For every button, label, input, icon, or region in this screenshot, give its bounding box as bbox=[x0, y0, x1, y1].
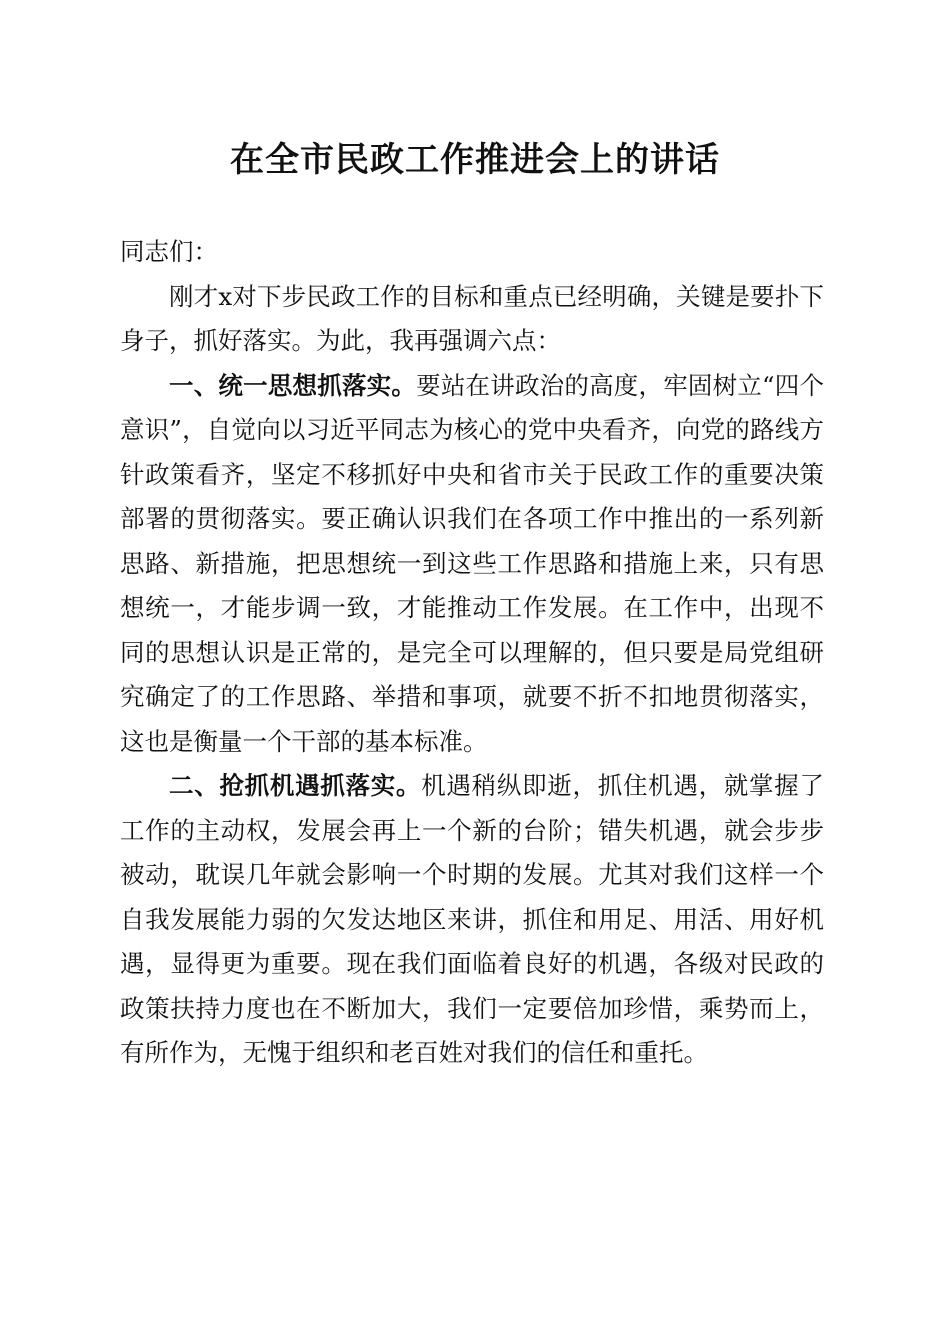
intro-paragraph: 刚才x对下步民政工作的目标和重点已经明确，关键是要扑下身子，抓好落实。为此，我再强调六点： bbox=[120, 281, 824, 355]
salutation: 同志们： bbox=[120, 237, 218, 266]
document-body bbox=[120, 230, 824, 1076]
section-paragraph-2 bbox=[120, 764, 824, 1076]
section-paragraph-1 bbox=[120, 364, 824, 765]
section-heading-2: 二、抢抓机遇抓落实。 bbox=[169, 771, 422, 800]
section-text-1: 要站在讲政治的高度，牢固树立“四个意识”，自觉向以习近平同志为核心的党中央看齐，向党的路线方针政策看齐，坚定不移抓好中央和省市关于民政工作的重要决策部署的贯彻落实。要正确认识我们在各项工作中推出的一系列新思路、新措施，把思想统一到这些工作思路和措施上来，只有思想统一，才能步调一致，才能推动工作发展。在工作中，出现不同的思想认识是正常的，是完全可以理解的，但只要是局党组研究确定了的工作思路、举措和事项，就要不折不扣地贯彻落实，这也是衡量一个干部的基本标准。 bbox=[120, 370, 824, 756]
document-title: 在全市民政工作推进会上的讲话 bbox=[230, 140, 720, 180]
section-heading-1: 一、统一思想抓落实。 bbox=[169, 370, 417, 400]
section-text-2: 机遇稍纵即逝，抓住机遇，就掌握了工作的主动权，发展会再上一个新的台阶；错失机遇，就会步步被动，耽误几年就会影响一个时期的发展。尤其对我们这样一个自我发展能力弱的欠发达地区来讲，抓住和用足、用活、用好机遇，显得更为重要。现在我们面临着良好的机遇，各级对民政的政策扶持力度也在不断加大，我们一定要倍加珍惜，乘势而上，有所作为，无愧于组织和老百姓对我们的信任和重托。 bbox=[120, 771, 825, 1067]
